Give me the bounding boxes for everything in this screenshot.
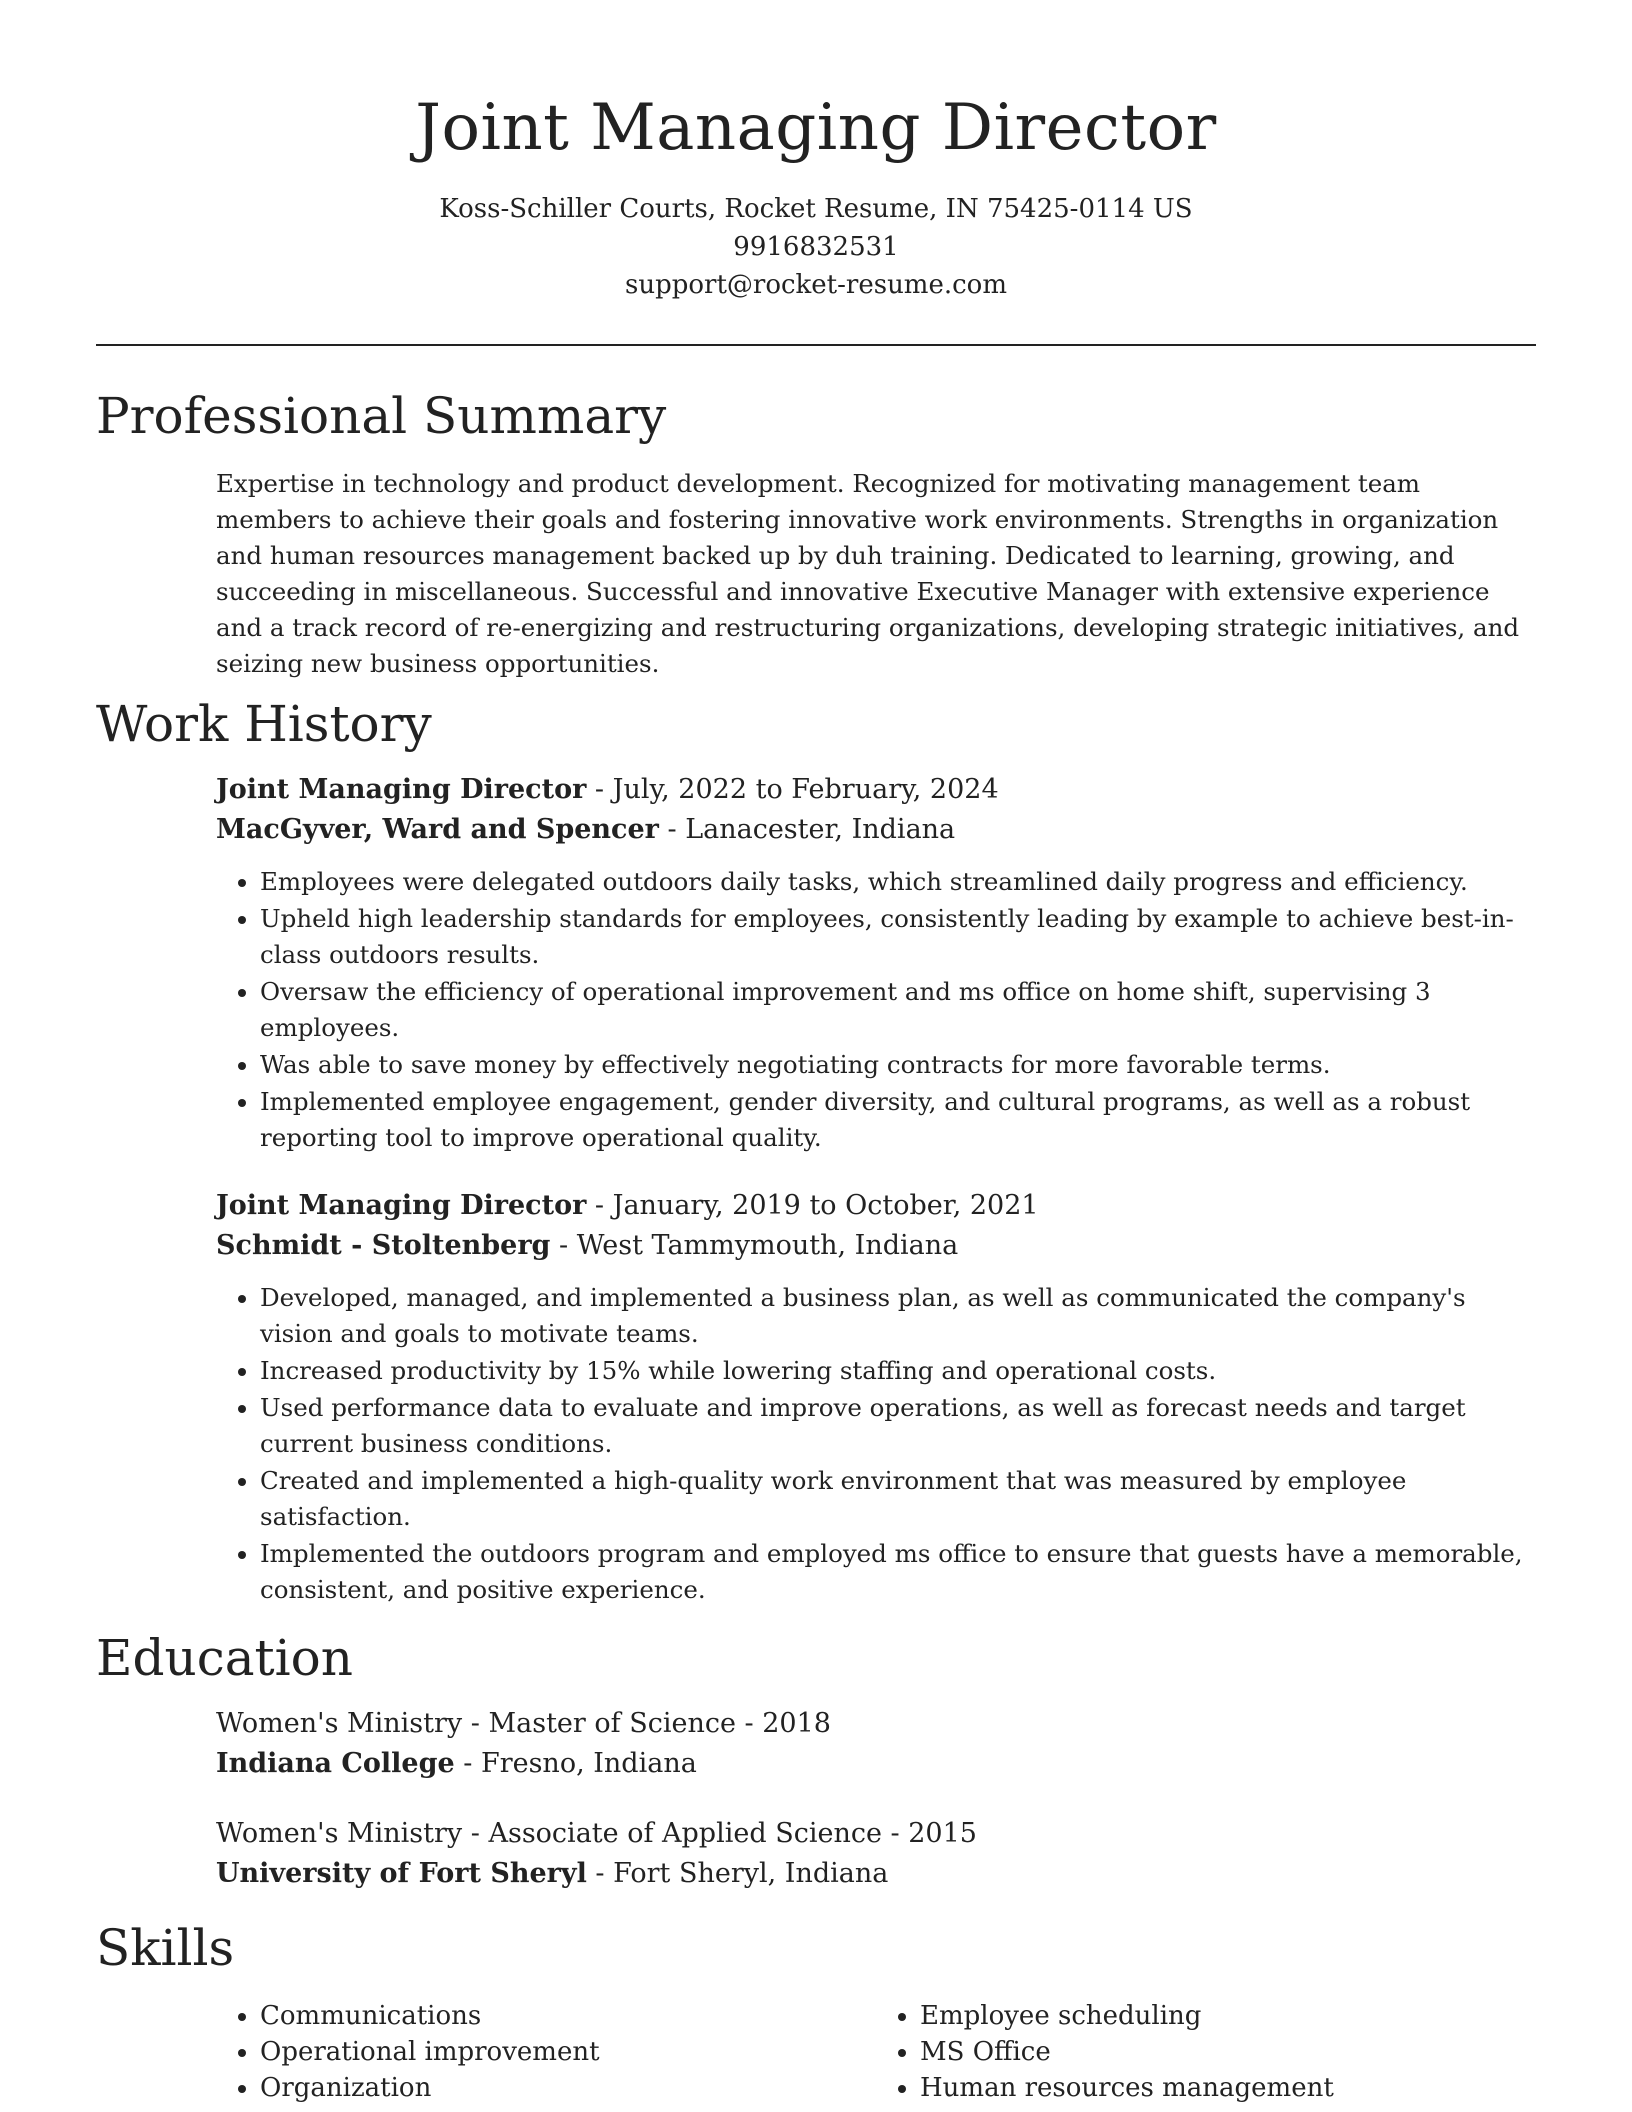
email: support@rocket-resume.com bbox=[624, 270, 1007, 300]
job-company: MacGyver, Ward and Spencer bbox=[216, 814, 659, 845]
resume-page bbox=[96, 0, 1536, 2106]
job-entry bbox=[216, 1186, 1536, 1608]
skills-list-right bbox=[876, 1998, 1536, 2106]
education-program: Women's Ministry - Associate of Applied Science - 2015 bbox=[216, 1818, 977, 1849]
skills-section bbox=[96, 1916, 1536, 2106]
job-role: Joint Managing Director bbox=[216, 774, 587, 805]
address: Koss-Schiller Courts, Rocket Resume, IN 75425-0114 US bbox=[439, 194, 1193, 224]
job-entry bbox=[216, 770, 1536, 1156]
job-location: - Lanacester, Indiana bbox=[658, 814, 956, 845]
candidate-name: Joint Managing Director bbox=[415, 91, 1217, 165]
skill-item: • MS Office bbox=[920, 2034, 1536, 2070]
section-title-work: Work History bbox=[96, 695, 432, 753]
job-location: - West Tammymouth, Indiana bbox=[550, 1230, 959, 1261]
list-item: • Increased productivity by 15% while lowering staffing and operational costs. bbox=[260, 1353, 1536, 1389]
skills-columns bbox=[216, 1980, 1536, 2106]
education-entry bbox=[216, 1814, 1536, 1894]
resume-header bbox=[96, 0, 1536, 304]
education-school: University of Fort Sheryl bbox=[216, 1858, 587, 1889]
education-school: Indiana College bbox=[216, 1748, 455, 1779]
section-title-education: Education bbox=[96, 1629, 353, 1687]
list-item: • Upheld high leadership standards for employees, consistently leading by example to achieve best-in-class outdoors results. bbox=[260, 901, 1536, 973]
skill-item: • Employee scheduling bbox=[920, 1998, 1536, 2034]
skill-item: • Communications bbox=[260, 1998, 876, 2034]
education-location: - Fresno, Indiana bbox=[454, 1748, 697, 1779]
job-company-line bbox=[216, 810, 1536, 850]
job-company: Schmidt - Stoltenberg bbox=[216, 1230, 551, 1261]
list-item: • Employees were delegated outdoors daily tasks, which streamlined daily progress and efficiency. bbox=[260, 864, 1536, 900]
summary-section bbox=[96, 384, 1536, 682]
skill-item: • Organization bbox=[260, 2070, 876, 2106]
education-school-line bbox=[216, 1854, 1536, 1894]
section-title-summary: Professional Summary bbox=[96, 387, 667, 445]
job-dates: - January, 2019 to October, 2021 bbox=[586, 1190, 1039, 1221]
skill-item: • Operational improvement bbox=[260, 2034, 876, 2070]
header-divider bbox=[96, 344, 1536, 346]
job-bullets bbox=[216, 1280, 1536, 1608]
list-item: • Used performance data to evaluate and improve operations, as well as forecast needs and target current business conditions. bbox=[260, 1390, 1536, 1462]
list-item: • Was able to save money by effectively negotiating contracts for more favorable terms. bbox=[260, 1047, 1536, 1083]
education-section bbox=[96, 1626, 1536, 1894]
list-item: • Created and implemented a high-quality work environment that was measured by employee satisfaction. bbox=[260, 1463, 1536, 1535]
skills-list-left bbox=[216, 1998, 876, 2106]
education-location: - Fort Sheryl, Indiana bbox=[586, 1858, 889, 1889]
phone: 9916832531 bbox=[733, 232, 899, 262]
job-title-line bbox=[216, 1186, 1536, 1226]
contact-block bbox=[96, 190, 1536, 304]
job-company-line bbox=[216, 1226, 1536, 1266]
job-role: Joint Managing Director bbox=[216, 1190, 587, 1221]
section-title-skills: Skills bbox=[96, 1919, 235, 1977]
education-school-line bbox=[216, 1744, 1536, 1784]
list-item: • Oversaw the efficiency of operational improvement and ms office on home shift, supervising 3 employees. bbox=[260, 974, 1536, 1046]
skill-item: • Human resources management bbox=[920, 2070, 1536, 2106]
summary-text: Expertise in technology and product development. Recognized for motivating management team members to achieve their goals and fostering innovative work environments. Strengths in organization and human resources management backed up by duh training. Dedicated to learning, growing, and succeeding in miscellaneous. Successful and innovative Executive Manager with extensive experience and a track record of re-energizing and restructuring organizations, developing strategic initiatives, and seizing new business opportunities. bbox=[216, 469, 1520, 678]
list-item: • Developed, managed, and implemented a business plan, as well as communicated the company's vision and goals to motivate teams. bbox=[260, 1280, 1536, 1352]
list-item: • Implemented the outdoors program and employed ms office to ensure that guests have a memorable, consistent, and positive experience. bbox=[260, 1536, 1536, 1608]
education-entry bbox=[216, 1704, 1536, 1784]
list-item: • Implemented employee engagement, gender diversity, and cultural programs, as well as a robust reporting tool to improve operational quality. bbox=[260, 1084, 1536, 1156]
education-program: Women's Ministry - Master of Science - 2018 bbox=[216, 1708, 831, 1739]
job-dates: - July, 2022 to February, 2024 bbox=[586, 774, 999, 805]
job-title-line bbox=[216, 770, 1536, 810]
job-bullets bbox=[216, 864, 1536, 1156]
work-section bbox=[96, 692, 1536, 1608]
